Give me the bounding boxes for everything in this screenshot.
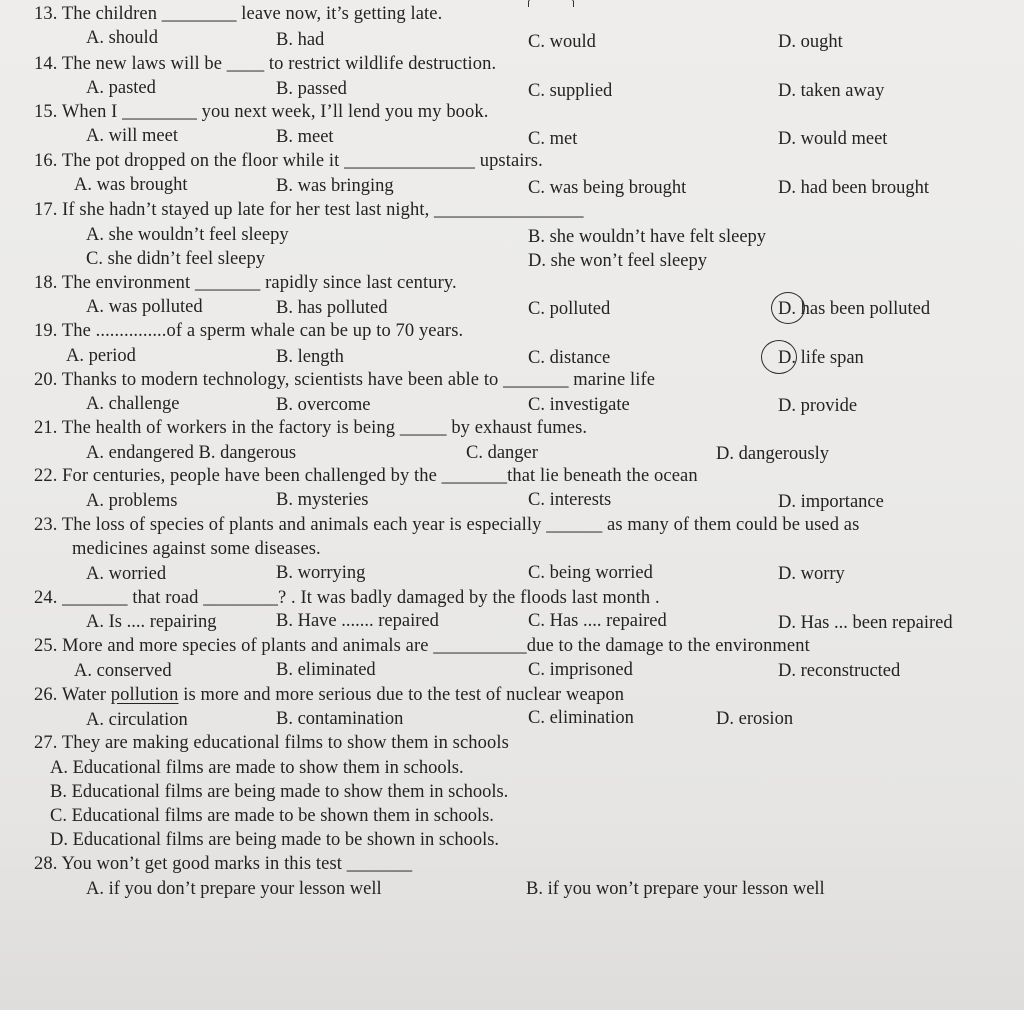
q23-option-a: A. worried bbox=[86, 564, 167, 584]
q18-option-c: C. polluted bbox=[528, 299, 611, 319]
question-26-stem: 26. Water pollution is more and more serious due to the test of nuclear weapon bbox=[34, 685, 625, 705]
q20-option-c: C. investigate bbox=[528, 395, 630, 415]
q22-option-a: A. problems bbox=[86, 491, 178, 511]
q23-option-c: C. being worried bbox=[528, 563, 653, 583]
q15-option-b: B. meet bbox=[276, 127, 334, 147]
q27-option-c: C. Educational films are made to be shown them in schools. bbox=[50, 806, 494, 826]
q16-option-d: D. had been brought bbox=[778, 178, 930, 198]
q26-option-d: D. erosion bbox=[716, 709, 794, 729]
q17-option-a: A. she wouldn’t feel sleepy bbox=[86, 225, 289, 245]
q14-option-c: C. supplied bbox=[528, 81, 613, 101]
q21-option-d: D. dangerously bbox=[716, 444, 830, 464]
question-16-stem: 16. The pot dropped on the floor while it ______________ upstairs. bbox=[34, 151, 543, 171]
q13-option-b: B. had bbox=[276, 30, 325, 50]
q25-option-a: A. conserved bbox=[74, 661, 172, 681]
question-19-stem: 19. The ...............of a sperm whale can be up to 70 years. bbox=[34, 321, 464, 341]
q24-option-d: D. Has ... been repaired bbox=[778, 613, 953, 633]
q26-option-c: C. elimination bbox=[528, 708, 634, 728]
q28-option-b: B. if you won’t prepare your lesson well bbox=[526, 879, 825, 899]
q19-option-a: A. period bbox=[66, 346, 136, 366]
q23-option-b: B. worrying bbox=[276, 563, 366, 583]
question-23-stem: 23. The loss of species of plants and animals each year is especially ______ as many of them could be used as bbox=[34, 515, 860, 535]
q14-option-b: B. passed bbox=[276, 79, 347, 99]
q23-option-d: D. worry bbox=[778, 564, 845, 584]
q20-option-d: D. provide bbox=[778, 396, 858, 416]
q19-option-b: B. length bbox=[276, 347, 344, 367]
underlined-word: pollution bbox=[110, 685, 179, 705]
q24-option-a: A. Is .... repairing bbox=[86, 612, 217, 632]
q21-option-ab: A. endangered B. dangerous bbox=[86, 443, 297, 463]
q16-option-a: A. was brought bbox=[74, 175, 188, 195]
q28-option-a: A. if you don’t prepare your lesson well bbox=[86, 879, 382, 899]
q13-option-a: A. should bbox=[86, 28, 158, 48]
q17-option-b: B. she wouldn’t have felt sleepy bbox=[528, 227, 767, 247]
q27-option-d: D. Educational films are being made to be shown in schools. bbox=[50, 830, 500, 850]
q22-option-c: C. interests bbox=[528, 490, 612, 510]
q15-option-d: D. would meet bbox=[778, 129, 888, 149]
q20-option-b: B. overcome bbox=[276, 395, 371, 415]
q19-option-d: D. life span bbox=[778, 348, 864, 368]
q16-option-c: C. was being brought bbox=[528, 178, 687, 198]
question-14-stem: 14. The new laws will be ____ to restrict wildlife destruction. bbox=[34, 54, 497, 74]
pen-mark bbox=[528, 0, 574, 7]
q16-option-b: B. was bringing bbox=[276, 176, 394, 196]
question-23-stem-continued: medicines against some diseases. bbox=[72, 539, 321, 559]
question-21-stem: 21. The health of workers in the factory is being _____ by exhaust fumes. bbox=[34, 418, 588, 438]
q15-option-c: C. met bbox=[528, 129, 578, 149]
question-28-stem: 28. You won’t get good marks in this test _______ bbox=[34, 854, 413, 874]
q14-option-d: D. taken away bbox=[778, 81, 885, 101]
q26-option-b: B. contamination bbox=[276, 709, 404, 729]
q26-option-a: A. circulation bbox=[86, 710, 188, 730]
question-24-stem: 24. _______ that road ________? . It was badly damaged by the floods last month . bbox=[34, 588, 660, 608]
question-25-stem: 25. More and more species of plants and animals are __________due to the damage to the environment bbox=[34, 636, 810, 656]
q13-option-d: D. ought bbox=[778, 32, 843, 52]
q18-option-a: A. was polluted bbox=[86, 297, 203, 317]
question-13-stem: 13. The children ________ leave now, it’s getting late. bbox=[34, 4, 443, 24]
q18-option-d: D. has been polluted bbox=[778, 299, 931, 319]
q13-option-c: C. would bbox=[528, 32, 596, 52]
question-20-stem: 20. Thanks to modern technology, scientists have been able to _______ marine life bbox=[34, 370, 656, 390]
question-27-stem: 27. They are making educational films to show them in schools bbox=[34, 733, 509, 753]
q27-option-b: B. Educational films are being made to show them in schools. bbox=[50, 782, 509, 802]
q15-option-a: A. will meet bbox=[86, 126, 178, 146]
q21-option-c: C. danger bbox=[466, 443, 538, 463]
q22-option-d: D. importance bbox=[778, 492, 884, 512]
question-17-stem: 17. If she hadn’t stayed up late for her test last night, ________________ bbox=[34, 200, 584, 220]
q19-option-c: C. distance bbox=[528, 348, 611, 368]
q18-option-b: B. has polluted bbox=[276, 298, 388, 318]
question-18-stem: 18. The environment _______ rapidly since last century. bbox=[34, 273, 457, 293]
question-22-stem: 22. For centuries, people have been challenged by the _______that lie beneath the ocean bbox=[34, 466, 698, 486]
q17-option-d: D. she won’t feel sleepy bbox=[528, 251, 707, 271]
q24-option-c: C. Has .... repaired bbox=[528, 611, 667, 631]
q25-option-d: D. reconstructed bbox=[778, 661, 901, 681]
q25-option-c: C. imprisoned bbox=[528, 660, 633, 680]
q17-option-c: C. she didn’t feel sleepy bbox=[86, 249, 265, 269]
q22-option-b: B. mysteries bbox=[276, 490, 369, 510]
q20-option-a: A. challenge bbox=[86, 394, 180, 414]
q27-option-a: A. Educational films are made to show them in schools. bbox=[50, 758, 464, 778]
q14-option-a: A. pasted bbox=[86, 78, 156, 98]
question-15-stem: 15. When I ________ you next week, I’ll lend you my book. bbox=[34, 102, 489, 122]
q24-option-b: B. Have ....... repaired bbox=[276, 611, 439, 631]
q25-option-b: B. eliminated bbox=[276, 660, 376, 680]
